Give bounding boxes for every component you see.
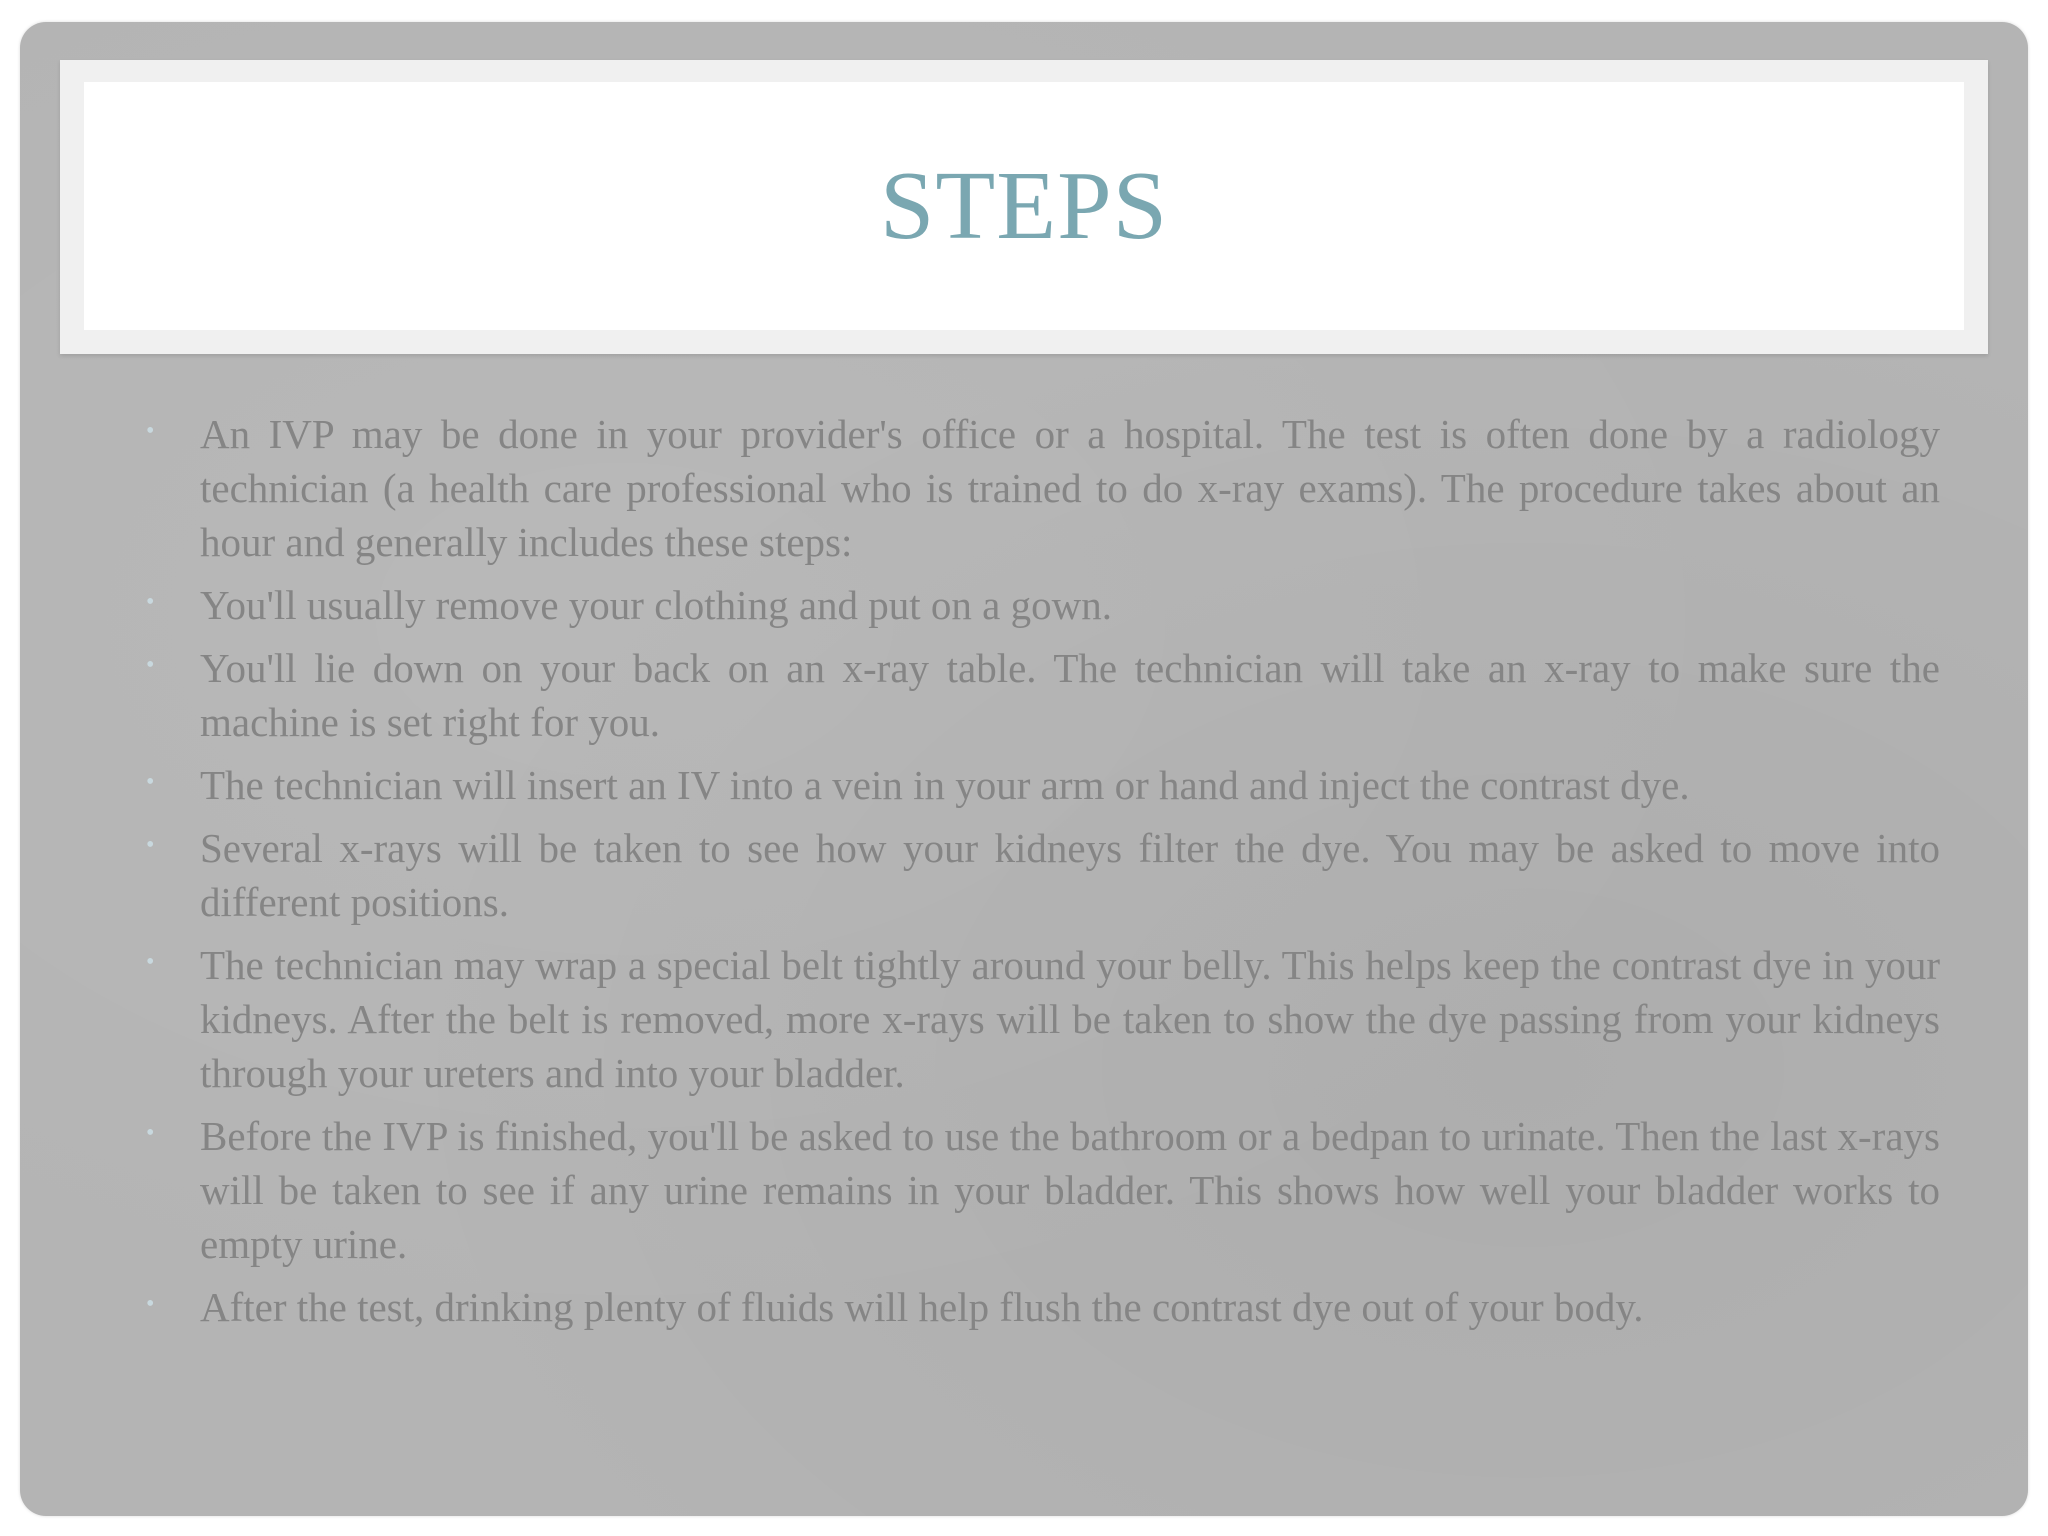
bullet-icon: • [146, 832, 155, 858]
slide [20, 22, 2028, 1516]
bullet-text: You'll usually remove your clothing and put on a gown. [200, 582, 1112, 628]
bullet-icon: • [146, 769, 155, 795]
bullet-text: After the test, drinking plenty of fluids will help flush the contrast dye out of your body. [200, 1284, 1644, 1330]
bullet-item [146, 578, 1940, 632]
bullet-item [146, 641, 1940, 749]
bullet-item [146, 821, 1940, 929]
bullet-icon: • [146, 949, 155, 975]
bullet-text: Several x-rays will be taken to see how your kidneys filter the dye. You may be asked to move into different positions. [200, 825, 1940, 925]
bullet-item [146, 1109, 1940, 1271]
bullet-item [146, 938, 1940, 1100]
bullet-icon: • [146, 1120, 155, 1146]
bullet-text: An IVP may be done in your provider's office or a hospital. The test is often done by a radiology technician (a health care professional who is trained to do x-ray exams). The procedure takes about an hour and generally includes these steps: [200, 411, 1940, 565]
bullet-item [146, 1280, 1940, 1334]
bullet-text: The technician may wrap a special belt tightly around your belly. This helps keep the contrast dye in your kidneys. After the belt is removed, more x-rays will be taken to show the dye passing from your kidneys through your ureters and into your bladder. [200, 942, 1940, 1096]
bullet-item [146, 407, 1940, 569]
bullet-icon: • [146, 589, 155, 615]
slide-title: STEPS [879, 152, 1169, 260]
bullet-list [146, 407, 1940, 1343]
bullet-item [146, 758, 1940, 812]
bullet-text: You'll lie down on your back on an x-ray table. The technician will take an x-ray to make sure the machine is set right for you. [200, 645, 1940, 745]
title-box [84, 82, 1964, 330]
bullet-icon: • [146, 418, 155, 444]
bullet-icon: • [146, 1291, 155, 1317]
bullet-text: The technician will insert an IV into a vein in your arm or hand and inject the contrast dye. [200, 762, 1690, 808]
bullet-icon: • [146, 652, 155, 678]
bullet-text: Before the IVP is finished, you'll be asked to use the bathroom or a bedpan to urinate. Then the last x-rays will be taken to see if any urine remains in your bladder. This shows how well your bladder works to empty urine. [200, 1113, 1940, 1267]
title-banner [60, 60, 1988, 354]
